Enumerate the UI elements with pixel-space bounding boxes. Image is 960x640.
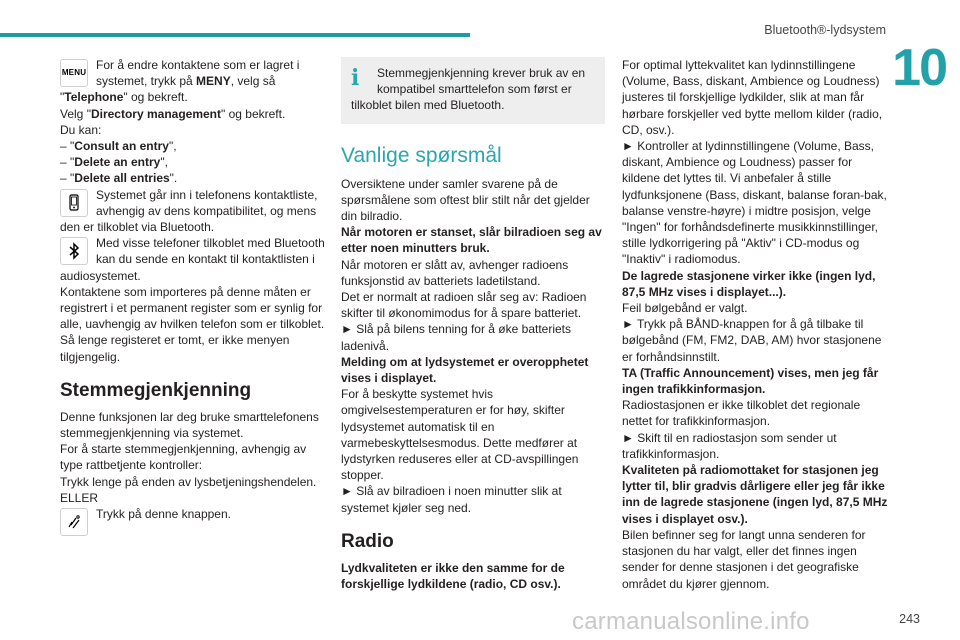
or-label: ELLER	[60, 490, 99, 505]
menu-paragraph	[60, 57, 326, 89]
answer-5: Radiostasjonen er ikke tilkoblet det regionale nettet for trafikkinformasjon.	[622, 398, 861, 429]
options-intro: Du kan:	[60, 122, 102, 137]
answer-5b: ► Skift til en radiostasjon som sender ut trafikkinformasjon.	[622, 430, 837, 461]
option-delete: – "Delete an entry",	[60, 155, 168, 170]
answer-1: Når motoren er slått av, avhenger radioens funksjonstid av batteriets ladetilstand.	[341, 257, 569, 288]
question-1: Når motoren er stanset, slår bilradioen seg av etter noen minutters bruk.	[341, 225, 602, 256]
answer-4: Feil bølgebånd er valgt.	[622, 301, 748, 316]
faq-heading: Vanlige spørsmål	[341, 143, 502, 167]
voice-long-press: Trykk lenge på enden av lysbetjeningshendelen.	[60, 474, 317, 489]
radio-heading: Radio	[341, 530, 394, 552]
answer-1c: ► Slå på bilens tenning for å øke batteriets ladenivå.	[341, 322, 572, 353]
text: For å endre kontaktene som er lagret i systemet, trykk på	[96, 58, 300, 89]
page-number: 243	[899, 612, 920, 626]
phone-icon	[60, 189, 88, 217]
import-paragraph: Kontaktene som importeres på denne måten er registrert i et permanent register som er synlig for alle, uavhengig av hvilken telefon som er tilkoblet.	[60, 284, 325, 332]
answer-1b: Det er normalt at radioen slår seg av: Radioen skifter til økonomimodus for å spare batteriet.	[341, 290, 587, 321]
voice-desc: Denne funksjonen lar deg bruke smarttelefonens stemmegjenkjenning via systemet.	[60, 409, 319, 441]
question-3: Lydkvaliteten er ikke den samme for de forskjellige lydkildene (radio, CD osv.).	[341, 560, 565, 592]
header-accent-bar	[0, 33, 470, 37]
column-2	[341, 57, 605, 592]
text: , velg så	[230, 74, 276, 89]
chapter-number: 10	[892, 39, 946, 97]
column-3	[622, 57, 888, 592]
faq-intro: Oversiktene under samler svarene på de spørsmålene som oftest blir stilt når det gjelder din bilradio.	[341, 176, 590, 224]
voice-start: For å starte stemmegjenkjenning, avhengig av type rattbetjente kontroller:	[60, 442, 307, 473]
directory-instruction: Velg "Directory management" og bekreft.	[60, 106, 286, 121]
question-4: De lagrede stasjonene virker ikke (ingen lyd, 87,5 MHz vises i displayet...).	[622, 268, 876, 299]
option-delete-all: – "Delete all entries".	[60, 171, 178, 186]
section-title: Bluetooth®-lydsystem	[764, 23, 886, 37]
answer-4b: ► Trykk på BÅND-knappen for å gå tilbake til bølgebånd (FM, FM2, DAB, AM) hvor stasjonene er forhåndsinnstilt.	[622, 317, 882, 364]
menu-keyword: MENY	[196, 74, 231, 89]
answer-3b: ► Kontroller at lydinnstillingene (Volume, Bass, diskant, Ambience og Loudness) passer for kildene det lyttes til. Vi anbefaler å stille lydfunksjonene (Bass, diskant, balanse foran-bak, balanse venstre-høyre) i midtre posisjon, velge "Ingen" for forhåndsdefinerte musikkinnstillinger, stille lydkorrigering på "Aktiv" i CD-modus og "Inaktiv" i radiomodus.	[622, 139, 887, 267]
empty-register-paragraph: Så lenge registeret er tomt, er ikke menyen tilgjengelig.	[60, 333, 290, 364]
answer-2b: ► Slå av bilradioen i noen minutter slik at systemet kjøler seg ned.	[341, 484, 562, 515]
question-5: TA (Traffic Announcement) vises, men jeg får ingen trafikkinformasjon.	[622, 365, 879, 397]
bluetooth-paragraph: Med visse telefoner tilkoblet med Bluetooth kan du sende en kontakt til kontaktlisten i audiosystemet.	[60, 236, 325, 283]
answer-2: For å beskytte systemet hvis omgivelsestemperaturen er for høy, skifter lydsystemet automatisk til en varmebeskyttelsesmodus. Dette medfører at lydstyrken reduseres eller at CD-avspillingen stopper.	[341, 387, 579, 483]
watermark: carmanualsonline.info	[572, 608, 810, 635]
menu-icon: MENU	[60, 59, 88, 87]
answer-6: Bilen befinner seg for langt unna senderen for stasjonen du har valgt, eller det finnes ingen sender for denne stasjonen i det geografiske området du kjører gjennom.	[622, 527, 866, 591]
info-icon: i	[351, 65, 360, 91]
telephone-instruction: "Telephone" og bekreft.	[60, 90, 188, 105]
phone-paragraph: Systemet går inn i telefonens kontaktliste, avhengig av dens kompatibilitet, og mens den er tilkoblet via Bluetooth.	[60, 187, 318, 235]
answer-3: For optimal lyttekvalitet kan lydinnstillingene (Volume, Bass, diskant, Ambience og Loudness) justeres til forskjellige lydkilder, slik at man får hørbare forskjeller ved bytte mellom kilder (radio, CD, osv.).	[622, 58, 883, 137]
question-6: Kvaliteten på radiomottaket for stasjonen jeg lytter til, blir gradvis dårligere eller jeg får ikke inn de lagrede stasjonene (ingen lyd, 87,5 MHz vises i displayet osv.).	[622, 463, 888, 526]
press-button-paragraph: Trykk på denne knappen.	[60, 506, 326, 522]
option-consult: – "Consult an entry",	[60, 139, 177, 154]
column-1	[60, 57, 326, 538]
question-2: Melding om at lydsystemet er overopphetet vises i displayet.	[341, 354, 589, 386]
info-text: Stemmegjenkjenning krever bruk av en kompatibel smarttelefon som først er tilkoblet bilen med Bluetooth.	[351, 66, 586, 113]
info-box	[341, 57, 605, 124]
voice-heading: Stemmegjenkjenning	[60, 379, 252, 401]
bluetooth-icon	[60, 237, 88, 265]
voice-command-icon	[60, 508, 88, 536]
